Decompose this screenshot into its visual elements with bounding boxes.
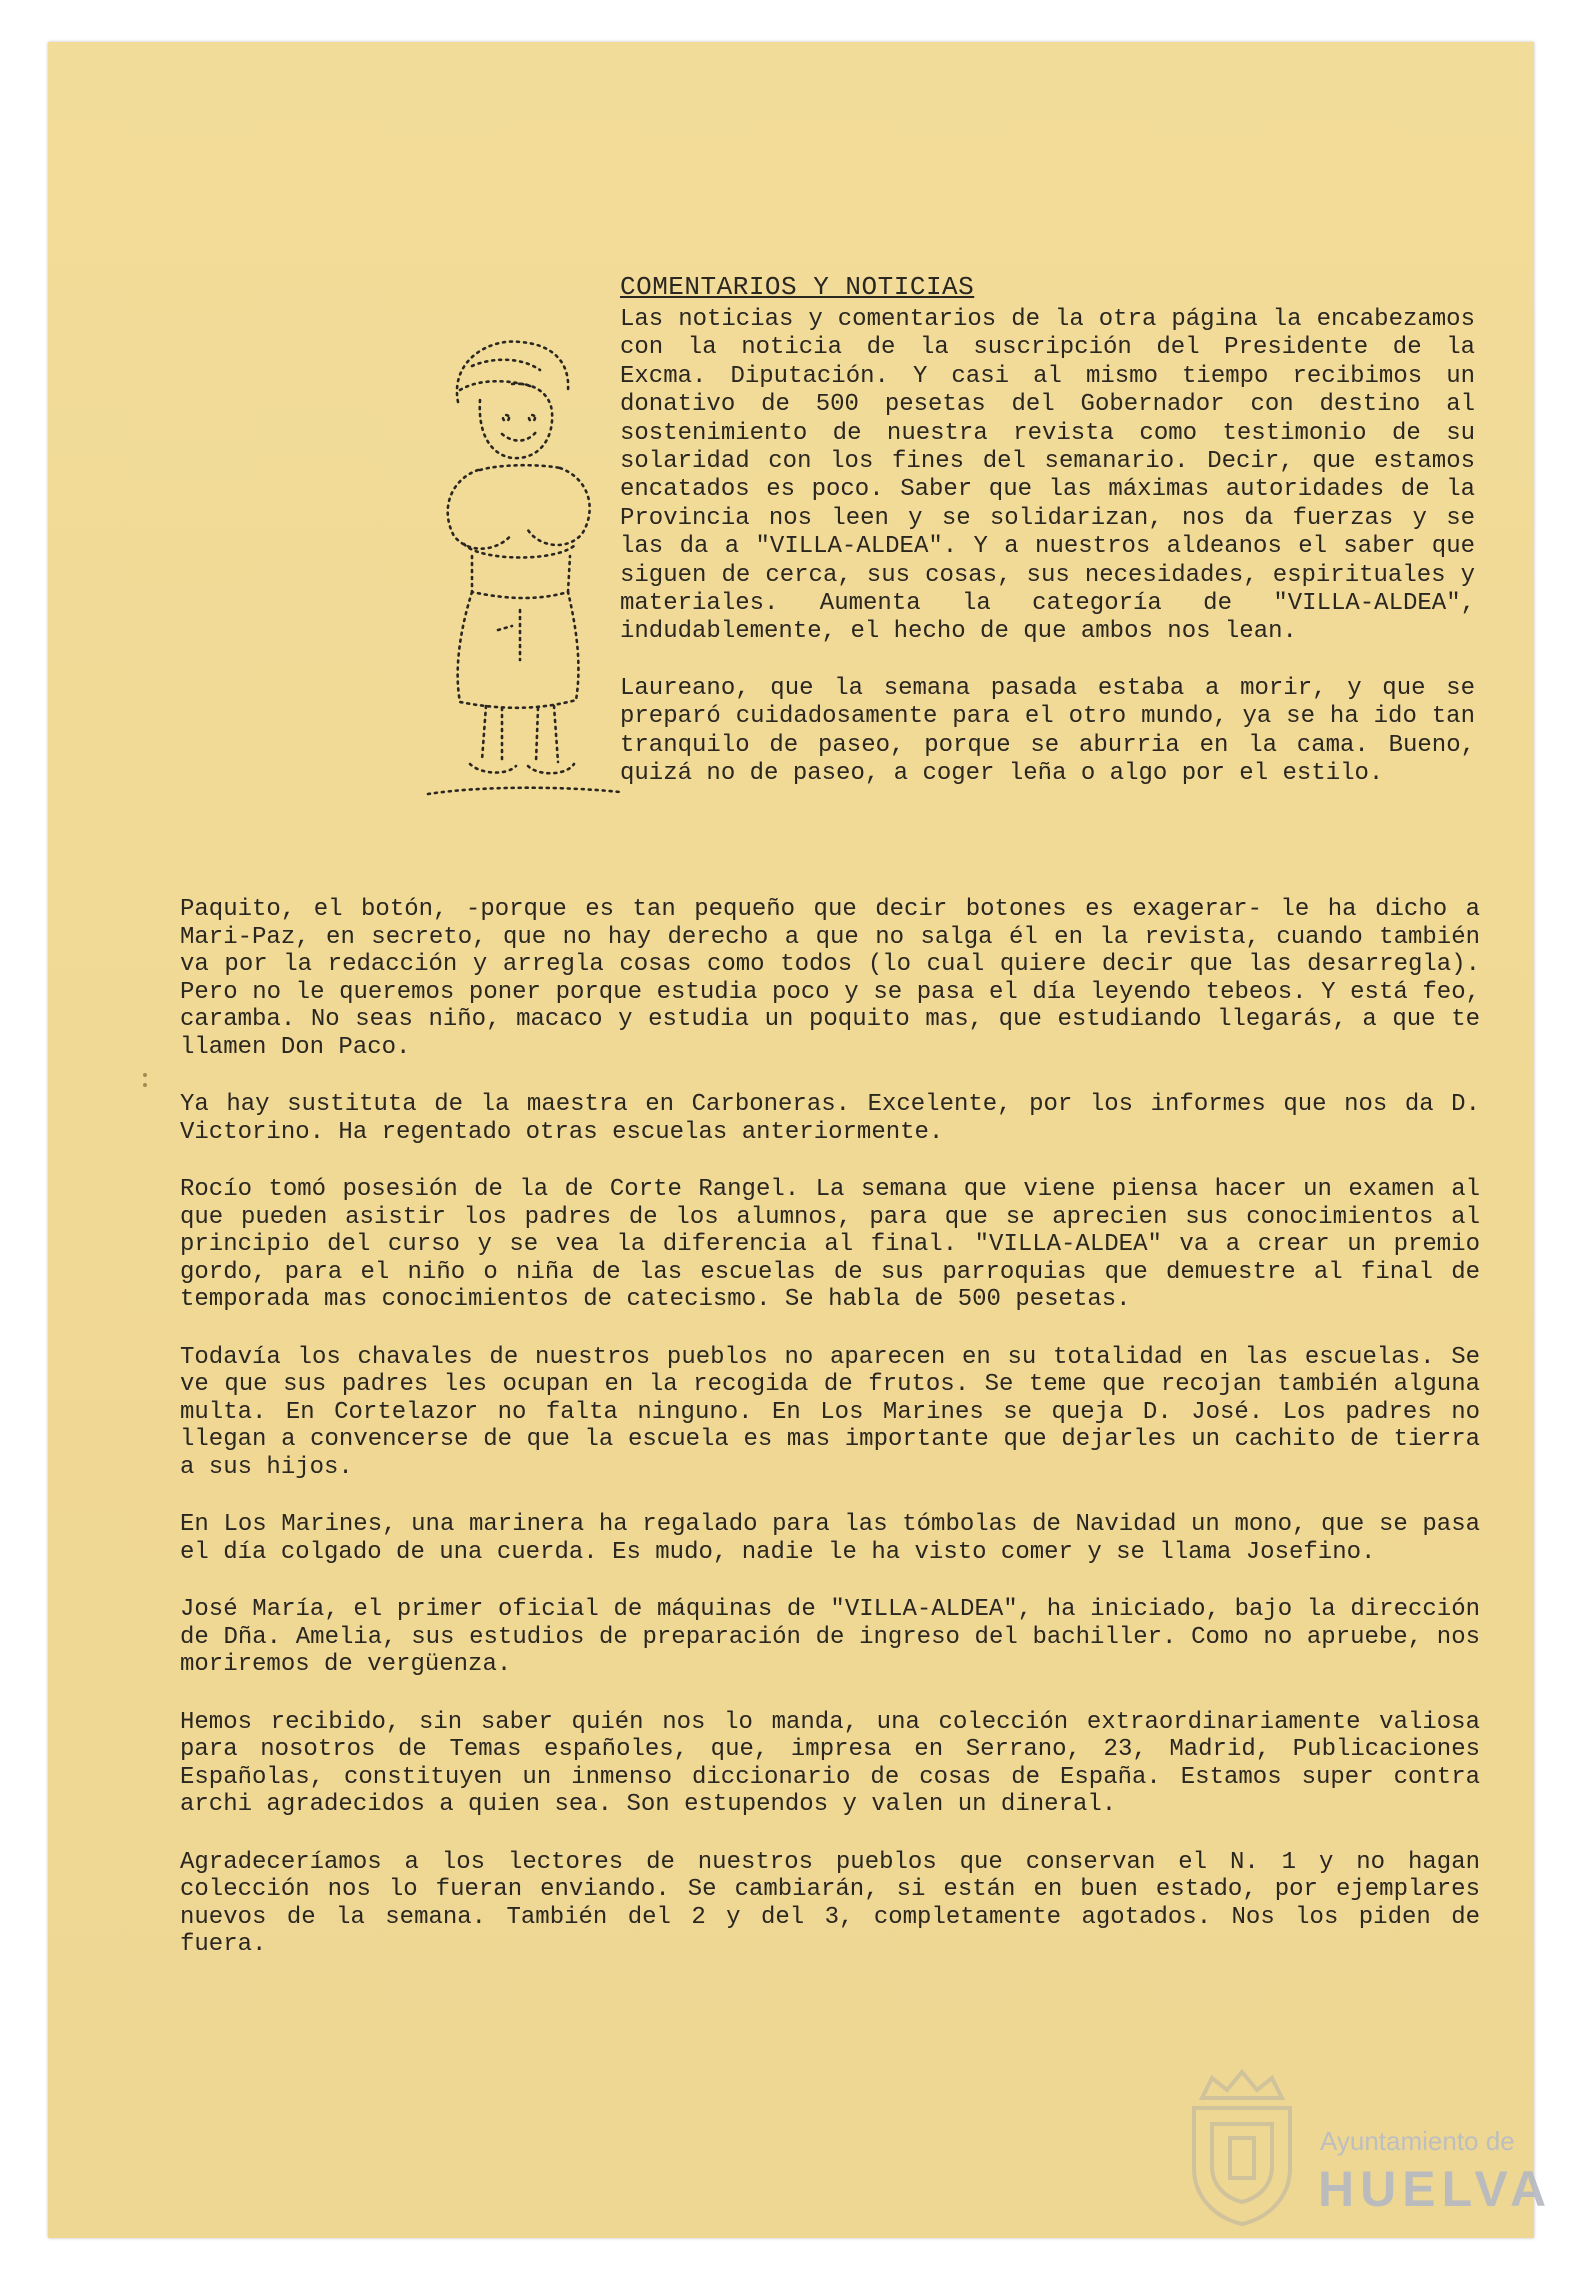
paragraph-authorities: Las noticias y comentarios de la otra página la encabezamos con la noticia de la suscripción del Presidente de la Excma. Diputación. Y casi al mismo tiempo recibimos un donativo de 500 pesetas del Gobernador con destino al sostenimiento de nuestra revista como testimonio de su solaridad con los fines del semanario. Decir, que estamos encatados es poco. Saber que las máximas autoridades de la Provincia nos leen y se solidarizan, nos da fuerzas y se las da a "VILLA-ALDEA". Y a nuestros aldeanos el saber que siguen de cerca, sus cosas, sus necesidades, espirituales y materiales. Aumenta la categoría de "VILLA-ALDEA", indudablemente, el hecho de que ambos nos lean. [620, 306, 1475, 646]
paragraph-paquito: Paquito, el botón, -porque es tan pequeño que decir botones es exagerar- le ha dicho a Mari-Paz, en secreto, que no hay derecho a que no salga él en la revista, cuando también va por la redacción y arregla cosas como todos (lo cual quiere decir que las desarregla). Pero no le queremos poner porque estudia poco y se pasa el día leyendo tebeos. Y está feo, caramba. No seas niño, macaco y estudia un poquito mas, que estudiando llegarás, a que te llamen Don Paco. [180, 896, 1480, 1061]
paragraph-los-marines: En Los Marines, una marinera ha regalado para las tómbolas de Navidad un mono, que se pasa el día colgado de una cuerda. Es mudo, nadie le ha visto comer y se llama Josefino. [180, 1511, 1480, 1566]
paragraph-jose-maria: José María, el primer oficial de máquinas de "VILLA-ALDEA", ha iniciado, bajo la dirección de Dña. Amelia, sus estudios de preparación de ingreso del bachiller. Como no apruebe, nos moriremos de vergüenza. [180, 1596, 1480, 1678]
paragraph-coleccion: Hemos recibido, sin saber quién nos lo manda, una colección extraordinariamente valiosa para nosotros de Temas españoles, que, impresa en Serrano, 23, Madrid, Publicaciones Españolas, constituyen un inmenso diccionario de cosas de España. Estamos super contra archi agradecidos a quien sea. Son estupendos y valen un dineral. [180, 1708, 1480, 1818]
paragraph-escuelas: Todavía los chavales de nuestros pueblos no aparecen en su totalidad en las escuelas. Se ve que sus padres les ocupan en la recogida de frutos. Se teme que recojan también alguna multa. En Cortelazor no falta ninguno. En Los Marines se queja D. José. Los padres no llegan a convencerse de que la escuela es mas importante que dejarles un cachito de tierra a sus hijos. [180, 1343, 1480, 1481]
huelva-crest-icon [1182, 2068, 1302, 2228]
paragraph-laureano: Laureano, que la semana pasada estaba a morir, y que se preparó cuidadosamente para el otro mundo, ya se ha ido tan tranquilo de paseo, porque se aburria en la cama. Bueno, quizá no de paseo, a coger leña o algo por el estilo. [620, 674, 1475, 788]
dotted-child-drawing [420, 330, 625, 810]
watermark-line1: Ayuntamiento de [1320, 2126, 1515, 2156]
intro-text-block [620, 306, 1475, 789]
paragraph-rocio: Rocío tomó posesión de la de Corte Rangel. La semana que viene piensa hacer un examen al que pueden asistir los padres de los alumnos, para que se aprecien sus conocimientos al principio del curso y se vea la diferencia al final. "VILLA-ALDEA" va a crear un premio gordo, para el niño o niña de las escuelas de sus parroquias que demuestre al final de temporada mas conocimientos de catecismo. Se habla de 500 pesetas. [180, 1176, 1480, 1313]
punch-mark [143, 1073, 147, 1077]
news-body [180, 896, 1480, 1989]
paragraph-agradeceriamos: Agradeceríamos a los lectores de nuestros pueblos que conservan el N. 1 y no hagan colección nos lo fueran enviando. Se cambiarán, si están en buen estado, por ejemplares nuevos de la semana. También del 2 y del 3, completamente agotados. Nos los piden de fuera. [180, 1848, 1480, 1958]
watermark-line2: HUELVA [1318, 2161, 1553, 2217]
punch-mark [143, 1083, 147, 1087]
section-title: COMENTARIOS Y NOTICIAS [620, 272, 975, 302]
paragraph-carboneras: Ya hay sustituta de la maestra en Carboneras. Excelente, por los informes que nos da D. Victorino. Ha regentado otras escuelas anteriormente. [180, 1091, 1480, 1146]
